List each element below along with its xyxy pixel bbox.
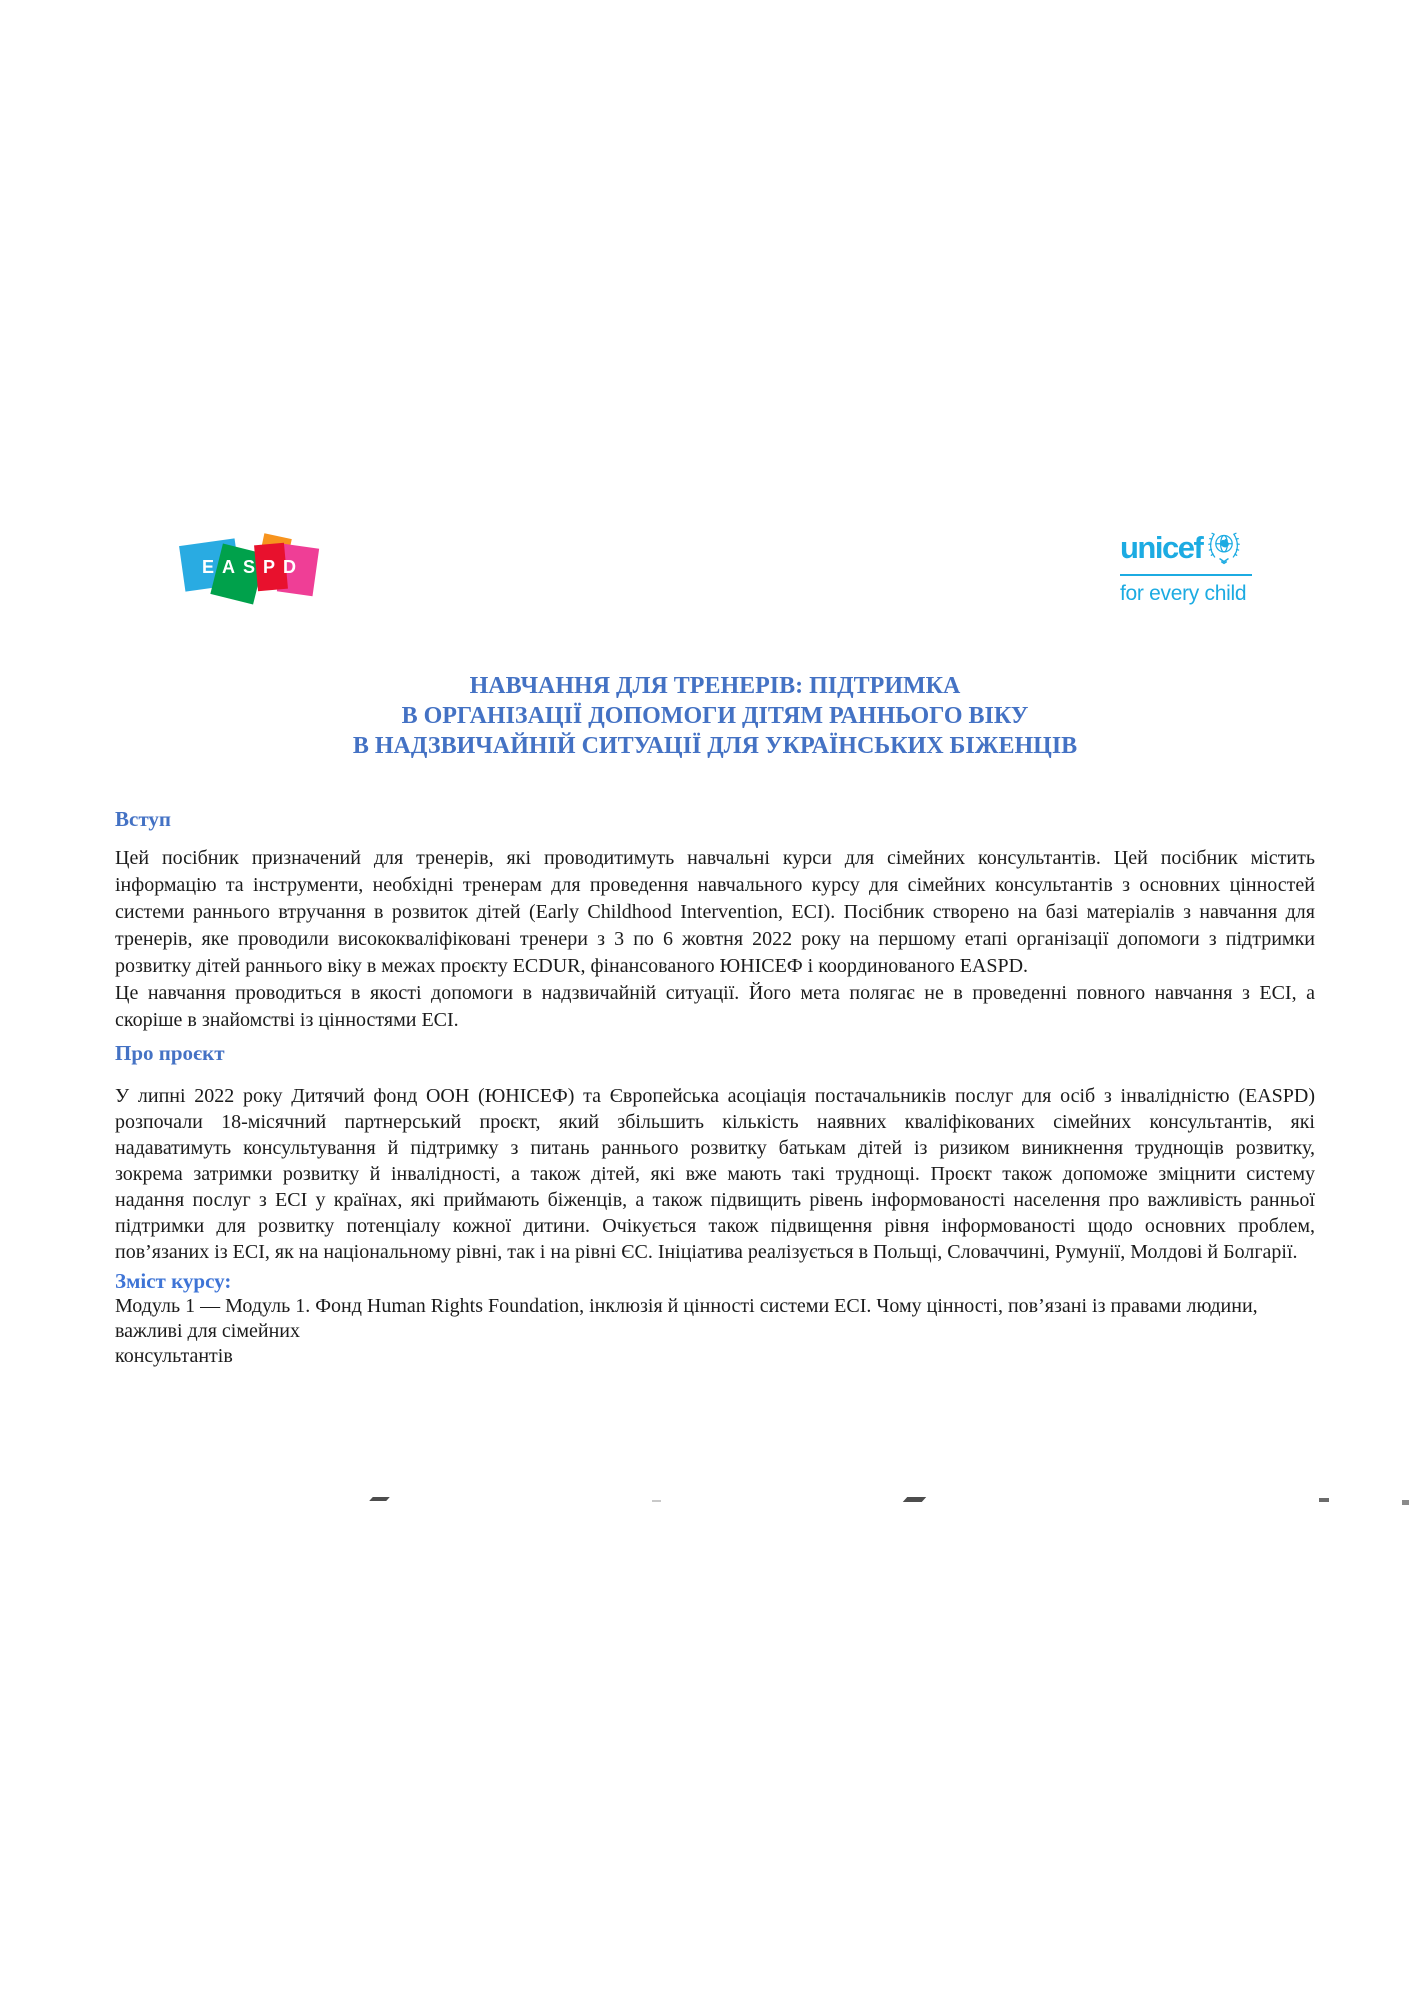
page-title (115, 671, 1315, 761)
unicef-logo-row (1120, 531, 1256, 567)
unicef-divider (1120, 574, 1252, 576)
paragraph-line: У липні 2022 року Дитячий фонд ООН (ЮНІСЕФ) та Європейська асоціація постачальників послуг для осіб з інвалідністю (EASPD) (115, 1085, 1315, 1107)
section-heading-course: Зміст курсу: (115, 1269, 232, 1293)
scan-artifact (903, 1497, 927, 1502)
page-title-line: НАВЧАННЯ ДЛЯ ТРЕНЕРІВ: ПІДТРИМКА (469, 673, 961, 699)
page-title-line: В ОРГАНІЗАЦІЇ ДОПОМОГИ ДІТЯМ РАННЬОГО ВІКУ (401, 703, 1029, 729)
paragraph-intro (115, 845, 1315, 1034)
scan-artifact (1319, 1498, 1329, 1502)
unicef-emblem-icon (1205, 529, 1243, 567)
paragraph-line: скоріше в знайомстві із цінностями ECI. (115, 1009, 459, 1031)
unicef-tagline: for every child (1120, 582, 1247, 605)
paragraph-line: надання послуг з ECI у країнах, які приймають біженців, а також підвищить рівень інформованості населення про важливість ранньої (115, 1189, 1315, 1211)
paragraph-line: розвитку дітей раннього віку в межах проєкту ECDUR, фінансованого ЮНІСЕФ і координованого EASPD. (115, 955, 1029, 977)
paragraph-line: розпочали 18-місячний партнерський проєкт, який збільшить кількість наявних кваліфікованих сімейних консультантів, які (115, 1111, 1315, 1133)
paragraph-line: Цей посібник призначений для тренерів, які проводитимуть навчальні курси для сімейних консультантів. Цей посібник містить (115, 847, 1315, 869)
paragraph-line: системи раннього втручання в розвиток дітей (Early Childhood Intervention, ECI). Посібник створено на базі матеріалів з навчання для (115, 901, 1315, 923)
paragraph-line: інформацію та інструменти, необхідні тренерам для проведення навчального курсу для сімейних консультантів з основних цінностей (115, 874, 1315, 896)
scan-artifact (652, 1500, 661, 1502)
section-heading-about: Про проєкт (115, 1041, 225, 1065)
paragraph-line: Модуль 1 — Модуль 1. Фонд Human Rights Foundation, інклюзія й цінності системи ECI. Чому цінності, пов’язані із правами людини, (115, 1295, 1258, 1317)
paragraph-line: надаватимуть консультування й підтримку з питань раннього розвитку батькам дітей із ризиком виникнення труднощів розвитку, (115, 1137, 1315, 1159)
paragraph-line: зокрема затримки розвитку й інвалідності, а також дітей, які вже мають такі труднощі. Проєкт також допоможе зміцнити систему (115, 1163, 1315, 1185)
easpd-wordmark: EASPD (201, 556, 304, 577)
paragraph-line: важливі для сімейних (115, 1320, 300, 1342)
scan-artifact (369, 1497, 390, 1501)
paragraph-line: Це навчання проводиться в якості допомоги в надзвичайній ситуації. Його мета полягає не в проведенні повного навчання з ECI, а (115, 982, 1315, 1004)
unicef-logo (1120, 531, 1256, 606)
easpd-logo (182, 536, 316, 602)
unicef-wordmark: unicef (1120, 530, 1203, 565)
paragraph-line: пов’язаних із ECI, як на національному рівні, так і на рівні ЄС. Ініціатива реалізується в Польщі, Словаччині, Румунії, Молдові й Болгарії. (115, 1241, 1298, 1263)
paragraph-line: консультантів (115, 1345, 233, 1367)
paragraph-about (115, 1083, 1315, 1265)
page-title-line: В НАДЗВИЧАЙНІЙ СИТУАЦІЇ ДЛЯ УКРАЇНСЬКИХ БІЖЕНЦІВ (352, 733, 1078, 759)
section-heading-intro: Вступ (115, 807, 171, 831)
scan-artifact (1402, 1500, 1409, 1505)
paragraph-line: підтримки для розвитку потенціалу кожної дитини. Очікується також підвищення рівня інформованості щодо основних проблем, (115, 1215, 1315, 1237)
paragraph-line: тренерів, яке проводили висококваліфіковані тренери з 3 по 6 жовтня 2022 року на першому етапі організації допомоги з підтримки (115, 928, 1315, 950)
paragraph-course (115, 1294, 1315, 1369)
